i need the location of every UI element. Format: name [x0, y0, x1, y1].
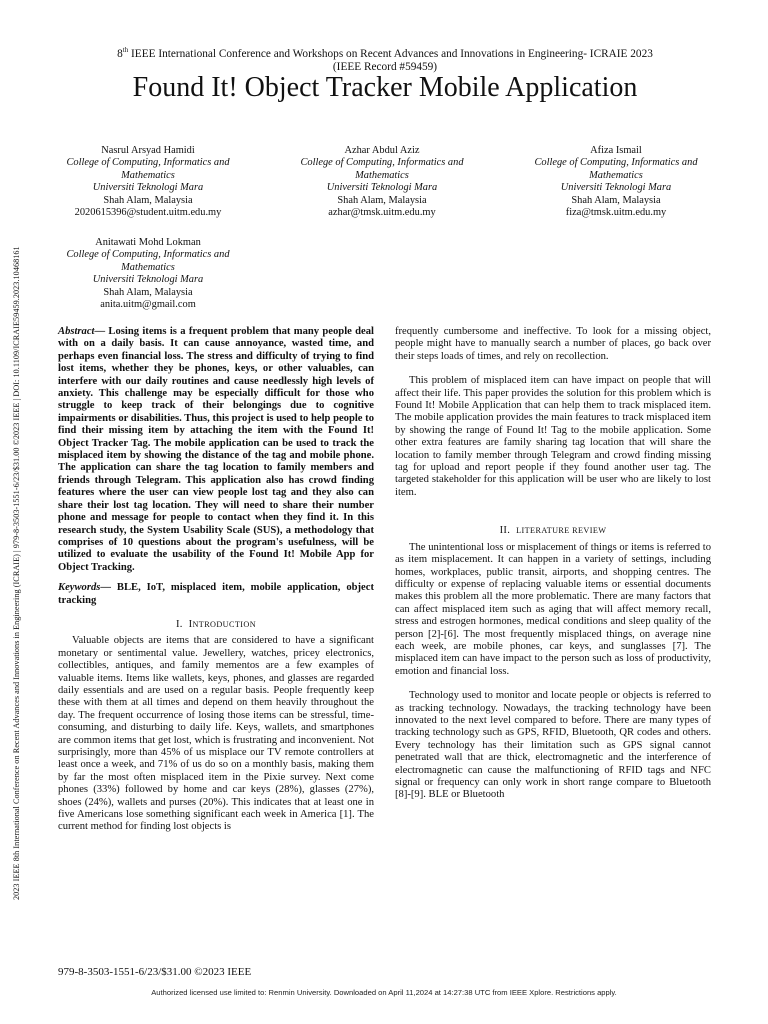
author-city: Shah Alam, Malaysia — [337, 194, 427, 206]
section-initial: I — [188, 618, 193, 630]
conference-name: IEEE International Conference and Workshops on Recent Advances and Innovations in Engineering- ICRAIE 2023 — [128, 47, 653, 60]
abstract-label: Abstract — [58, 326, 95, 337]
literature-paragraph-2: Technology used to monitor and locate people or objects is referred to as tracking technology. Nowadays, the tracking technology have been innovated to the next level compared to before. There are many types of tracking technology such as GPS, RFID, Bluetooth, QR codes and others. Every technology has their limitation such as GPS signal cannot penetrated wall that are thick, electromagnetic and the interference of electromagnetic can cause the malfunctioning of RFID tags and NFC signal or frequency can only work in short range compare to Bluetooth [8]-[9]. BLE or Bluetooth — [395, 690, 711, 801]
side-margin-note: 2023 IEEE 8th International Conference on Recent Advances and Innovations in Engineering (ICRAIE) | 979-8-3503-1551-6/23/$31.00 ©2023 IEEE | DOI: 10.1109/ICRAIE59459.2023.10468161 — [12, 246, 21, 900]
left-column — [58, 326, 374, 834]
footer-isbn: 979-8-3503-1551-6/23/$31.00 ©2023 IEEE — [58, 966, 252, 978]
author-university: Universiti Teknologi Mara — [92, 182, 204, 194]
edition-number: 8 — [117, 47, 123, 60]
author-email: 2020615396@student.uitm.edu.my — [74, 207, 222, 219]
author-email: fiza@tmsk.uitm.edu.my — [565, 207, 667, 219]
author-block-1 — [48, 145, 248, 219]
author-name: Anitawati Mohd Lokman — [95, 237, 201, 248]
section-heading-literature-review — [395, 525, 711, 537]
author-affiliation: College of Computing, Informatics and — [66, 249, 230, 261]
author-affiliation: College of Computing, Informatics and — [300, 157, 464, 169]
author-affiliation: Mathematics — [121, 261, 175, 273]
author-affiliation: College of Computing, Informatics and — [66, 157, 230, 169]
conference-line-1 — [70, 44, 700, 61]
intro-paragraph: Valuable objects are items that are considered to have a significant monetary or sentimental value. Jewellery, watches, pricey electronics, collectibles, antiques, and family mementos are a few examples of valuable items. Items like wallets, keys, phones, and glasses are regarded daily essentials and are used on a regular basis. People frequently keep these with them at all times and depend on them heavily throughout the day. The frequent occurrence of losing those items can be stressful, time-consuming, and disturbing to daily life. Keys, wallets, and smartphones are common items that get lost, which is frustrating and inconvenient. Not surprisingly, more than 45% of us misplace our TV remote controllers at least once a week, and 71% of us do so on a monthly basis, making them by far the most often misplaced item in the Pixie survey. Next come phones (33%) followed by home and car keys (28%), glasses (27%), shoes (24%), wallets and purses (20%). This indicates that at least one in five Americans lose something significant each week in America [1]. The current method for finding lost objects is — [58, 635, 374, 833]
author-city: Shah Alam, Malaysia — [571, 194, 661, 206]
keywords-text: — BLE, IoT, misplaced item, mobile application, object tracking — [58, 582, 374, 606]
section-title: NTRODUCTION — [192, 619, 257, 629]
section-title: LITERATURE REVIEW — [516, 526, 607, 536]
author-affiliation: Mathematics — [121, 169, 175, 181]
intro-continuation: frequently cumbersome and ineffective. To look for a missing object, people might have to manually search a number of places, go back over their steps loads of times, and rely on recollection. — [395, 326, 711, 362]
edition-superscript: th — [122, 46, 129, 54]
author-name: Afiza Ismail — [590, 145, 642, 156]
author-name: Nasrul Arsyad Hamidi — [101, 145, 195, 156]
section-number: I. — [175, 618, 183, 630]
footer-license-note: Authorized licensed use limited to: Renmin University. Downloaded on April 11,2024 at 14:27:38 UTC from IEEE Xplore. Restrictions apply. — [151, 988, 617, 997]
author-city: Shah Alam, Malaysia — [103, 194, 193, 206]
author-email: azhar@tmsk.uitm.edu.my — [328, 207, 436, 219]
keywords-label: Keywords — [58, 582, 101, 594]
author-university: Universiti Teknologi Mara — [560, 182, 672, 194]
conference-line-2: (IEEE Record #59459) — [332, 60, 438, 73]
author-city: Shah Alam, Malaysia — [103, 286, 193, 298]
abstract-text: — Losing items is a frequent problem that many people deal with on a daily basis. It can cause annoyance, wasted time, and perhaps even financial loss. The stress and difficulty of trying to find lost items, whether they be phones, keys, or other valuables, can interfere with our daily routines and cause needlessly high levels of anxiety. This challenge may be especially difficult for those who struggle to keep track of their belongings due to cognitive impairments or disabilities. Thus, this project is used to help people to find their missing item by attaching the item with the Found It! Object Tracker Tag. The mobile application can be used to track the misplaced item by showing the distance of the tag and mobile phone. The application can share the tag location to family members and friends through Telegram. This application also has crowd finding features where the user can view people lost tag and they also can share their lost tag location. They will need to share their number phone and message for people to contact when they find it. In this research study, the System Usability Scale (SUS), a methodology that comprises of 10 questions about the program's usefulness, will be utilized to evaluate the usability of the Found It! Mobile App for Object Tracking. — [58, 326, 374, 573]
author-university: Universiti Teknologi Mara — [92, 274, 204, 286]
author-name: Azhar Abdul Aziz — [344, 145, 420, 156]
author-affiliation: Mathematics — [589, 169, 643, 181]
author-affiliation: Mathematics — [355, 169, 409, 181]
section-number: II. — [499, 525, 511, 537]
literature-paragraph-1: The unintentional loss or misplacement of things or items is referred to as item misplacement. It can happen in a variety of settings, including homes, workplaces, public transit, airports, and shopping centres. The difficulty or expense of replacing valuable items or essential documents makes this problem all the more problematic. There are many factors that can affect misplaced item such as aging that will affect memory recall, stress and estrogen hormones, medical conditions and sleep quality of the person [2]-[6]. The most frequently misplaced things, on average nine each week, are mobile phones, car keys, and sunglasses [7]. The misplaced item can have impact to the person such as loss of productivity, emotion and financial loss. — [395, 541, 711, 677]
right-column — [395, 326, 711, 802]
intro-paragraph-2: This problem of misplaced item can have impact on people that will affect their life. This paper provides the solution for this problem which is Found It! Mobile Application that can help them to track misplaced item. The mobile application provides the main features to track misplaced item by showing the range of Found It! Tag to the mobile application. Some other extra features are family sharing tag location that will share the location to family member through Telegram and crowd finding missing tag for upload and report people if they found another user tag. The targeted stakeholder for this application will be user who are likely to lost item. — [395, 375, 711, 498]
author-email: anita.uitm@gmail.com — [100, 299, 196, 311]
author-block-4 — [48, 237, 248, 311]
author-university: Universiti Teknologi Mara — [326, 182, 438, 194]
section-heading-introduction — [58, 619, 374, 631]
abstract — [58, 326, 374, 574]
keywords — [58, 582, 374, 607]
author-block-2 — [282, 145, 482, 219]
paper-title: Found It! Object Tracker Mobile Application — [132, 72, 638, 103]
author-affiliation: College of Computing, Informatics and — [534, 157, 698, 169]
author-block-3 — [516, 145, 716, 219]
